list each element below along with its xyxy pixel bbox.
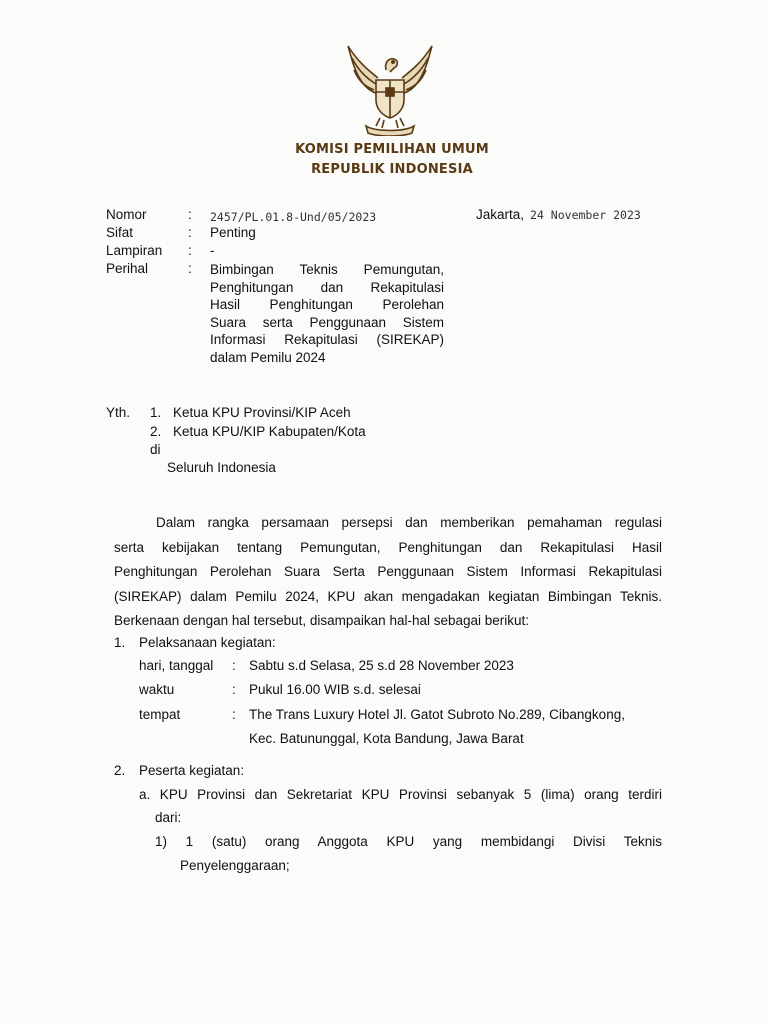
date: 24 November 2023 (530, 208, 641, 222)
garuda-emblem-icon (340, 40, 440, 136)
colon: : (232, 682, 236, 697)
colon: : (188, 225, 192, 240)
perihal-line: Penghitungan dan Rekapitulasi (210, 279, 444, 295)
perihal-line: Hasil Penghitungan Perolehan (210, 297, 444, 312)
section-number: 1. (114, 635, 126, 650)
hari-value: Sabtu s.d Selasa, 25 s.d 28 November 2023 (249, 658, 514, 673)
recipient-1: Ketua KPU Provinsi/KIP Aceh (173, 405, 351, 420)
waktu-value: Pukul 16.00 WIB s.d. selesai (249, 682, 421, 697)
recipient-number: 1. (150, 405, 162, 420)
nomor-label: Nomor (106, 207, 147, 222)
colon: : (232, 707, 236, 722)
lampiran-value: - (210, 243, 215, 258)
section-title: Pelaksanaan kegiatan: (139, 635, 276, 650)
perihal-line: dalam Pemilu 2024 (210, 349, 326, 365)
lampiran-label: Lampiran (106, 243, 163, 258)
colon: : (232, 658, 236, 673)
paragraph-line: serta kebijakan tentang Pemungutan, Penghitungan dan Rekapitulasi Hasil (114, 539, 662, 555)
colon: : (188, 207, 192, 222)
recipient-di: di (150, 442, 161, 457)
hari-label: hari, tanggal (139, 658, 214, 673)
place-date (476, 207, 641, 222)
participant-subitem-1-cont: Penyelenggaraan; (180, 858, 290, 873)
perihal-line: Suara serta Penggunaan Sistem (210, 314, 444, 330)
waktu-label: waktu (139, 682, 175, 697)
sifat-label: Sifat (106, 225, 134, 240)
participant-subitem-1: 1) 1 (satu) orang Anggota KPU yang membidangi Divisi Teknis (155, 834, 662, 849)
tempat-value: Kec. Batununggal, Kota Bandung, Jawa Barat (249, 731, 524, 746)
participant-item-a-cont: dari: (155, 810, 182, 825)
perihal-value (210, 261, 444, 366)
paragraph-line: Penghitungan Perolehan Suara Serta Penggunaan Sistem Informasi Rekapitulasi (114, 564, 662, 579)
nomor-value: 2457/PL.01.8-Und/05/2023 (210, 210, 377, 224)
section-number: 2. (114, 763, 126, 778)
perihal-label: Perihal (106, 261, 149, 276)
tempat-label: tempat (139, 707, 181, 722)
recipient-number: 2. (150, 424, 162, 439)
participant-item-a: a. KPU Provinsi dan Sekretariat KPU Provinsi sebanyak 5 (lima) orang terdiri (139, 787, 662, 802)
sifat-value: Penting (210, 225, 256, 240)
tempat-value: The Trans Luxury Hotel Jl. Gatot Subroto No.289, Cibangkong, (249, 707, 625, 722)
paragraph-line: Dalam rangka persamaan persepsi dan memberikan pemahaman regulasi (156, 515, 662, 530)
section-title: Peserta kegiatan: (139, 763, 245, 778)
org-country: REPUBLIK INDONESIA (311, 162, 473, 177)
yth-label: Yth. (106, 405, 131, 420)
org-name: KOMISI PEMILIHAN UMUM (295, 142, 489, 157)
colon: : (188, 243, 192, 258)
colon: : (188, 261, 192, 276)
paragraph-line: (SIREKAP) dalam Pemilu 2024, KPU akan mengadakan kegiatan Bimbingan Teknis. (114, 588, 662, 604)
recipient-2: Ketua KPU/KIP Kabupaten/Kota (173, 424, 366, 439)
perihal-line: Bimbingan Teknis Pemungutan, (210, 262, 444, 277)
recipient-location: Seluruh Indonesia (167, 460, 276, 475)
body-paragraph (114, 511, 662, 634)
paragraph-line: Berkenaan dengan hal tersebut, disampaikan hal-hal sebagai berikut: (114, 613, 530, 628)
perihal-line: Informasi Rekapitulasi (SIREKAP) (210, 332, 444, 347)
place: Jakarta, (476, 207, 525, 222)
